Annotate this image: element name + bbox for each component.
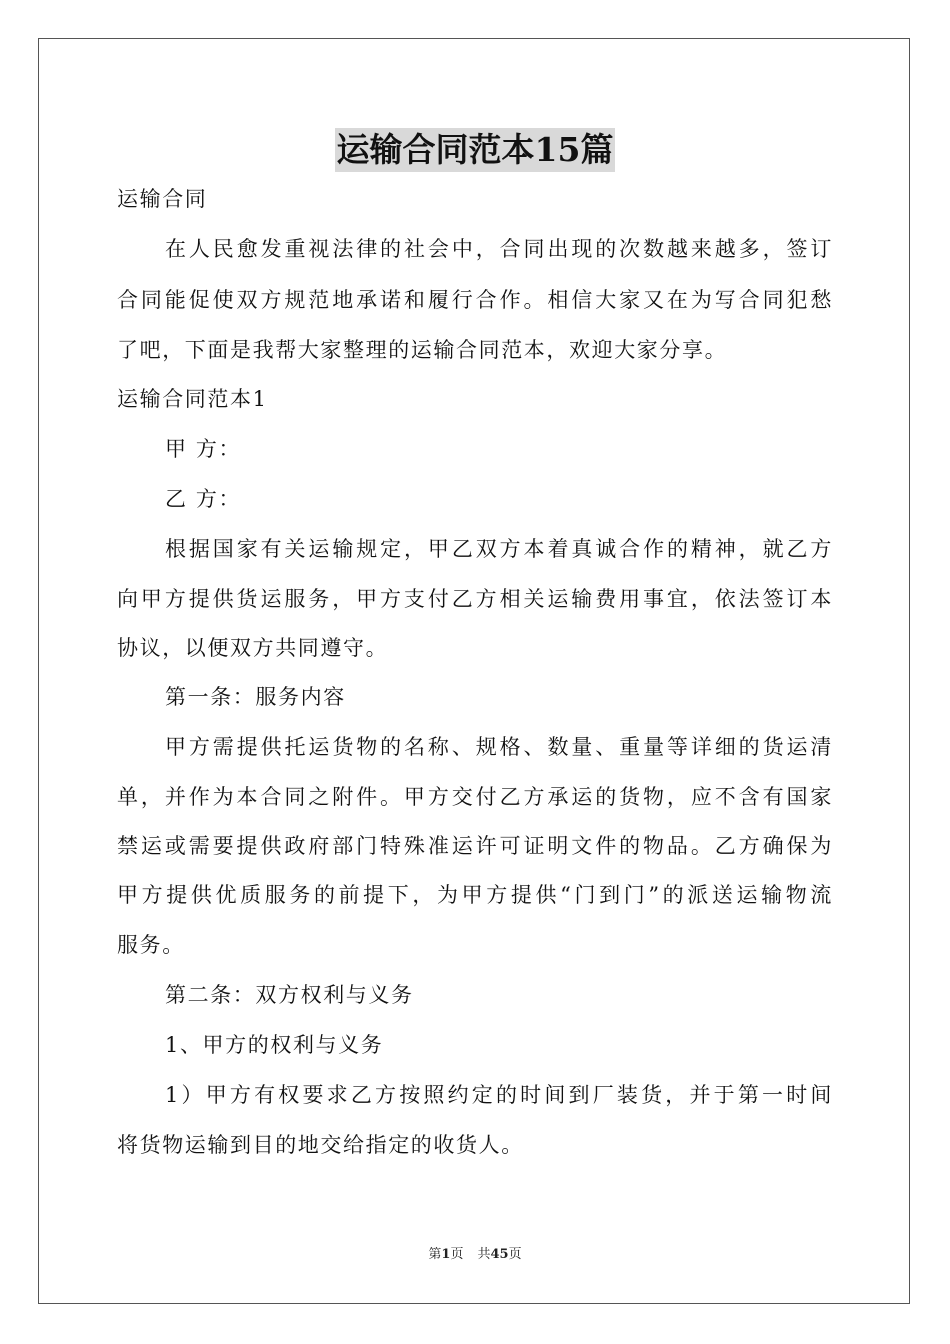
footer-total-prefix: 共: [477, 1247, 491, 1262]
paragraph-line: 禁运或需要提供政府部门特殊准运许可证明文件的物品。乙方确保为: [117, 834, 833, 858]
footer-page-prefix: 第: [428, 1247, 442, 1262]
paragraph-line: 根据国家有关运输规定，甲乙双方本着真诚合作的精神，就乙方: [165, 537, 833, 561]
paragraph-line: 在人民愈发重视法律的社会中，合同出现的次数越来越多，签订: [165, 237, 833, 261]
paragraph-line: 甲方提供优质服务的前提下，为甲方提供“门到门”的派送运输物流: [117, 883, 833, 907]
paragraph-line: 甲方需提供托运货物的名称、规格、数量、重量等详细的货运清: [165, 735, 833, 759]
section-heading-contract: 运输合同: [117, 187, 208, 211]
sample-heading: 运输合同范本1: [117, 387, 268, 411]
party-a-label: 甲 方：: [165, 437, 242, 461]
paragraph-line: 合同能促使双方规范地承诺和履行合作。相信大家又在为写合同犯愁: [117, 288, 833, 312]
paragraph-line: 向甲方提供货运服务，甲方支付乙方相关运输费用事宜，依法签订本: [117, 587, 833, 611]
subclause-heading: 1、甲方的权利与义务: [165, 1033, 384, 1057]
footer-page-suffix: 页: [450, 1247, 464, 1262]
paragraph-line: 单，并作为本合同之附件。甲方交付乙方承运的货物，应不含有国家: [117, 785, 833, 809]
clause-heading: 第一条：服务内容: [165, 685, 346, 709]
party-b-label: 乙 方：: [165, 487, 242, 511]
paragraph-line: 将货物运输到目的地交给指定的收货人。: [117, 1133, 524, 1157]
page-border: [38, 38, 910, 1304]
paragraph-line: 服务。: [117, 933, 185, 957]
clause-heading: 第二条：双方权利与义务: [165, 983, 414, 1007]
paragraph-line: 了吧，下面是我帮大家整理的运输合同范本，欢迎大家分享。: [117, 338, 728, 362]
page-footer: [0, 1246, 950, 1264]
document-title: 运输合同范本15篇: [335, 128, 616, 172]
footer-total-pages: 45: [490, 1247, 509, 1262]
footer-total-suffix: 页: [508, 1247, 522, 1262]
footer-page-number: 1: [441, 1247, 451, 1262]
paragraph-line: 1）甲方有权要求乙方按照约定的时间到厂装货，并于第一时间: [165, 1083, 833, 1107]
title-container: [0, 128, 950, 172]
paragraph-line: 协议，以便双方共同遵守。: [117, 636, 389, 660]
